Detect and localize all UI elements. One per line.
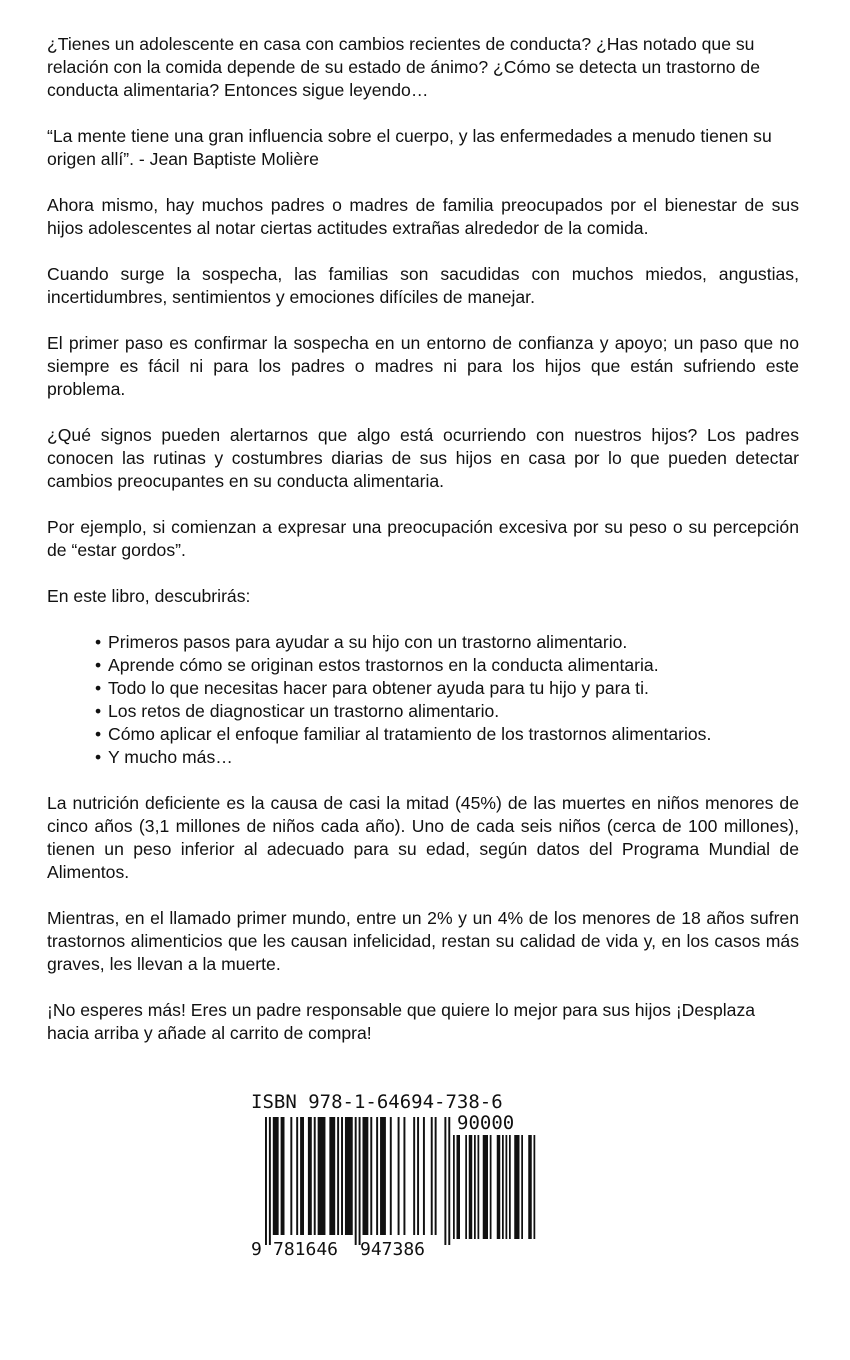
barcode-bar [318, 1117, 326, 1235]
barcode-bar [413, 1117, 415, 1235]
barcode-bar [308, 1117, 312, 1235]
barcode-bar [300, 1117, 304, 1235]
isbn-label: ISBN 978-1-64694-738-6 [251, 1091, 503, 1113]
addon-bar [453, 1135, 455, 1239]
feature-list [47, 631, 799, 769]
addon-bar [514, 1135, 519, 1239]
barcode-bar [290, 1117, 292, 1235]
body-paragraph: El primer paso es confirmar la sospecha en un entorno de confianza y apoyo; un paso que no siempre es fácil ni para los padres o madres ni para los hijos que están sufriendo este problema. [47, 333, 799, 399]
barcode-bar [403, 1117, 405, 1235]
barcode-bar [273, 1117, 279, 1235]
barcode-guard-bar [448, 1117, 450, 1245]
barcode-right-digits: 947386 [360, 1239, 426, 1260]
barcode-left-digits: 781646 [273, 1239, 339, 1260]
barcode-bar [423, 1117, 425, 1235]
list-item-text: Aprende cómo se originan estos trastornos en la conducta alimentaria. [108, 655, 659, 675]
barcode-bar [363, 1117, 369, 1235]
addon-bar [528, 1135, 532, 1239]
list-item-text: Y mucho más… [108, 747, 233, 767]
body-paragraph: Cuando surge la sospecha, las familias son sacudidas con muchos miedos, angustias, incertidumbres, sentimientos y emociones difíciles de manejar. [47, 264, 799, 307]
list-item-text: Los retos de diagnosticar un trastorno alimentario. [108, 701, 500, 721]
addon-bar [469, 1135, 473, 1239]
barcode-bar [380, 1117, 386, 1235]
list-item [95, 723, 799, 746]
barcode-bar [329, 1117, 335, 1235]
body-paragraph: ¿Qué signos pueden alertarnos que algo está ocurriendo con nuestros hijos? Los padres conocen las rutinas y costumbres diarias de sus hijos en casa por lo que pueden detectar cambios preocupantes en su conducta alimentaria. [47, 425, 799, 491]
addon-bar [506, 1135, 508, 1239]
addon-barcode-bars [453, 1135, 535, 1239]
list-intro: En este libro, descubrirás: [47, 586, 251, 606]
description-text [47, 33, 799, 1068]
addon-code: 90000 [457, 1112, 515, 1134]
bullet-icon: • [95, 678, 102, 698]
barcode-guard-bar [359, 1117, 361, 1245]
bullet-icon: • [95, 701, 102, 721]
barcode-bar [390, 1117, 392, 1235]
addon-bar [521, 1135, 523, 1239]
list-item [95, 677, 799, 700]
barcode-guard-bar [355, 1117, 357, 1245]
barcode-guard-bar [269, 1117, 271, 1245]
barcode-bar [314, 1117, 316, 1235]
bullet-icon: • [95, 747, 102, 767]
bullet-icon: • [95, 632, 102, 652]
list-item-text: Cómo aplicar el enfoque familiar al tratamiento de los trastornos alimentarios. [108, 724, 712, 744]
barcode-bar [296, 1117, 298, 1235]
list-item [95, 746, 799, 769]
list-item-text: Primeros pasos para ayudar a su hijo con un trastorno alimentario. [108, 632, 628, 652]
addon-bar [483, 1135, 488, 1239]
addon-bar [497, 1135, 501, 1239]
barcode-first-digit: 9 [251, 1239, 262, 1260]
addon-bar [509, 1135, 511, 1239]
list-item [95, 631, 799, 654]
list-item [95, 654, 799, 677]
barcode-bar [345, 1117, 353, 1235]
barcode-bar [341, 1117, 343, 1235]
barcode-bar [370, 1117, 372, 1235]
bullet-icon: • [95, 724, 102, 744]
list-item-text: Todo lo que necesitas hacer para obtener ayuda para tu hijo y para ti. [108, 678, 649, 698]
bullet-icon: • [95, 655, 102, 675]
isbn-barcode [247, 1089, 545, 1261]
quote-paragraph: “La mente tiene una gran influencia sobre el cuerpo, y las enfermedades a menudo tienen su origen allí”. - Jean Baptiste Molière [47, 126, 772, 169]
addon-bar [534, 1135, 536, 1239]
barcode-bar [337, 1117, 339, 1235]
addon-bar [490, 1135, 492, 1239]
body-paragraph: Por ejemplo, si comienzan a expresar una preocupación excesiva por su peso o su percepción de “estar gordos”. [47, 517, 799, 560]
barcode-bar [417, 1117, 419, 1235]
addon-bar [502, 1135, 504, 1239]
addon-bar [478, 1135, 480, 1239]
call-to-action: ¡No esperes más! Eres un padre responsable que quiere lo mejor para sus hijos ¡Desplaza hacia arriba y añade al carrito de compra! [47, 1000, 756, 1043]
addon-bar [465, 1135, 467, 1239]
list-item [95, 700, 799, 723]
barcode-bar [376, 1117, 378, 1235]
barcode-bar [398, 1117, 400, 1235]
statistics-paragraph: La nutrición deficiente es la causa de casi la mitad (45%) de las muertes en niños menores de cinco años (3,1 millones de niños cada año). Uno de cada seis niños (cerca de 100 millones), tienen un peso inferior al adecuado para su edad, según datos del Programa Mundial de Alimentos. [47, 793, 799, 882]
addon-bar [474, 1135, 476, 1239]
intro-paragraph: ¿Tienes un adolescente en casa con cambios recientes de conducta? ¿Has notado que su relación con la comida depende de su estado de ánimo? ¿Cómo se detecta un trastorno de conducta alimentaria? Entonces sigue leyendo… [47, 34, 760, 100]
barcode-graphic [247, 1089, 545, 1261]
statistics-paragraph: Mientras, en el llamado primer mundo, entre un 2% y un 4% de los menores de 18 años sufren trastornos alimenticios que les causan infelicidad, restan su calidad de vida y, en los casos más graves, les llevan a la muerte. [47, 908, 799, 974]
barcode-guard-bar [444, 1117, 446, 1245]
main-barcode-bars [265, 1117, 450, 1245]
barcode-bar [281, 1117, 285, 1235]
body-paragraph: Ahora mismo, hay muchos padres o madres de familia preocupados por el bienestar de sus hijos adolescentes al notar ciertas actitudes extrañas alrededor de la comida. [47, 195, 799, 238]
addon-bar [457, 1135, 461, 1239]
barcode-bar [431, 1117, 433, 1235]
barcode-bar [435, 1117, 437, 1235]
barcode-guard-bar [265, 1117, 267, 1245]
